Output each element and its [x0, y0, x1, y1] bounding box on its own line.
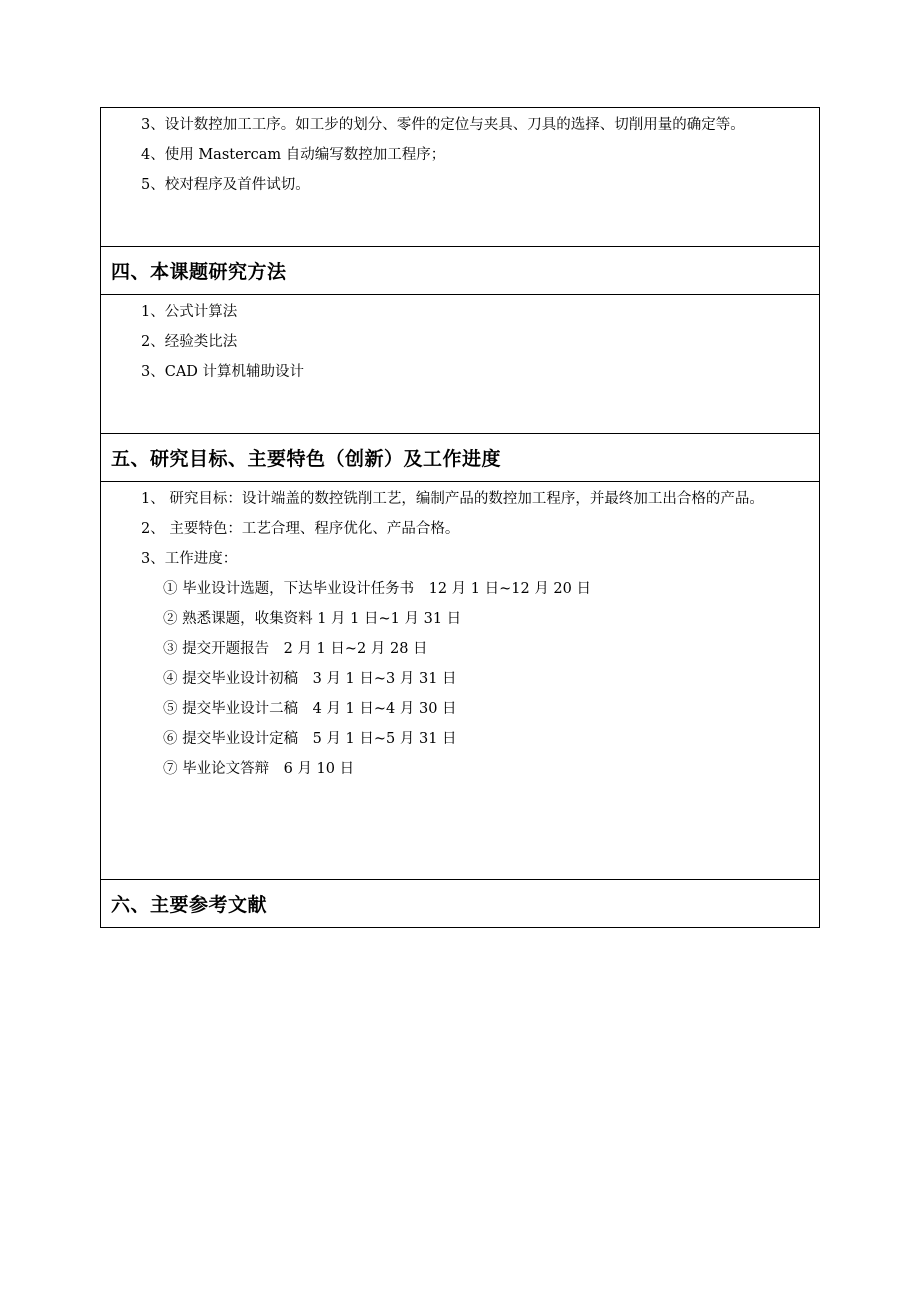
schedule-item-2: ② 熟悉课题，收集资料 1 月 1 日~1 月 31 日: [163, 611, 462, 627]
method-item-1: 1、公式计算法: [141, 304, 238, 320]
task-item-3: 3、设计数控加工工序。如工步的划分、零件的定位与夹具、刀具的选择、切削用量的确定等。: [141, 117, 745, 133]
proposal-table: [100, 107, 820, 928]
task-item-4: 4、使用 Mastercam 自动编写数控加工程序；: [141, 147, 446, 163]
schedule-item-3: ③ 提交开题报告 2 月 1 日~2 月 28 日: [163, 641, 428, 657]
schedule-item-1: ① 毕业设计选题，下达毕业设计任务书 12 月 1 日~12 月 20 日: [163, 581, 591, 597]
task-item-5: 5、校对程序及首件试切。: [141, 177, 310, 193]
section6-heading: 六、主要参考文献: [101, 880, 820, 928]
section4-heading: 四、本课题研究方法: [101, 247, 820, 295]
method-item-3: 3、CAD 计算机辅助设计: [141, 364, 305, 380]
schedule-item-6: ⑥ 提交毕业设计定稿 5 月 1 日~5 月 31 日: [163, 731, 457, 747]
section5-heading: 五、研究目标、主要特色（创新）及工作进度: [101, 434, 820, 482]
method-item-2: 2、经验类比法: [141, 334, 238, 350]
tasks-cell: [101, 108, 820, 247]
methods-cell: [101, 295, 820, 434]
goals-cell: [101, 482, 820, 880]
schedule-item-5: ⑤ 提交毕业设计二稿 4 月 1 日~4 月 30 日: [163, 701, 457, 717]
goal-item-1: 1、 研究目标：设计端盖的数控铣削工艺，编制产品的数控加工程序，并最终加工出合格的产品。: [141, 491, 764, 507]
schedule-item-7: ⑦ 毕业论文答辩 6 月 10 日: [163, 761, 355, 777]
goal-item-3: 3、工作进度：: [141, 551, 238, 567]
goal-item-2: 2、 主要特色：工艺合理、程序优化、产品合格。: [141, 521, 460, 537]
schedule-item-4: ④ 提交毕业设计初稿 3 月 1 日~3 月 31 日: [163, 671, 457, 687]
